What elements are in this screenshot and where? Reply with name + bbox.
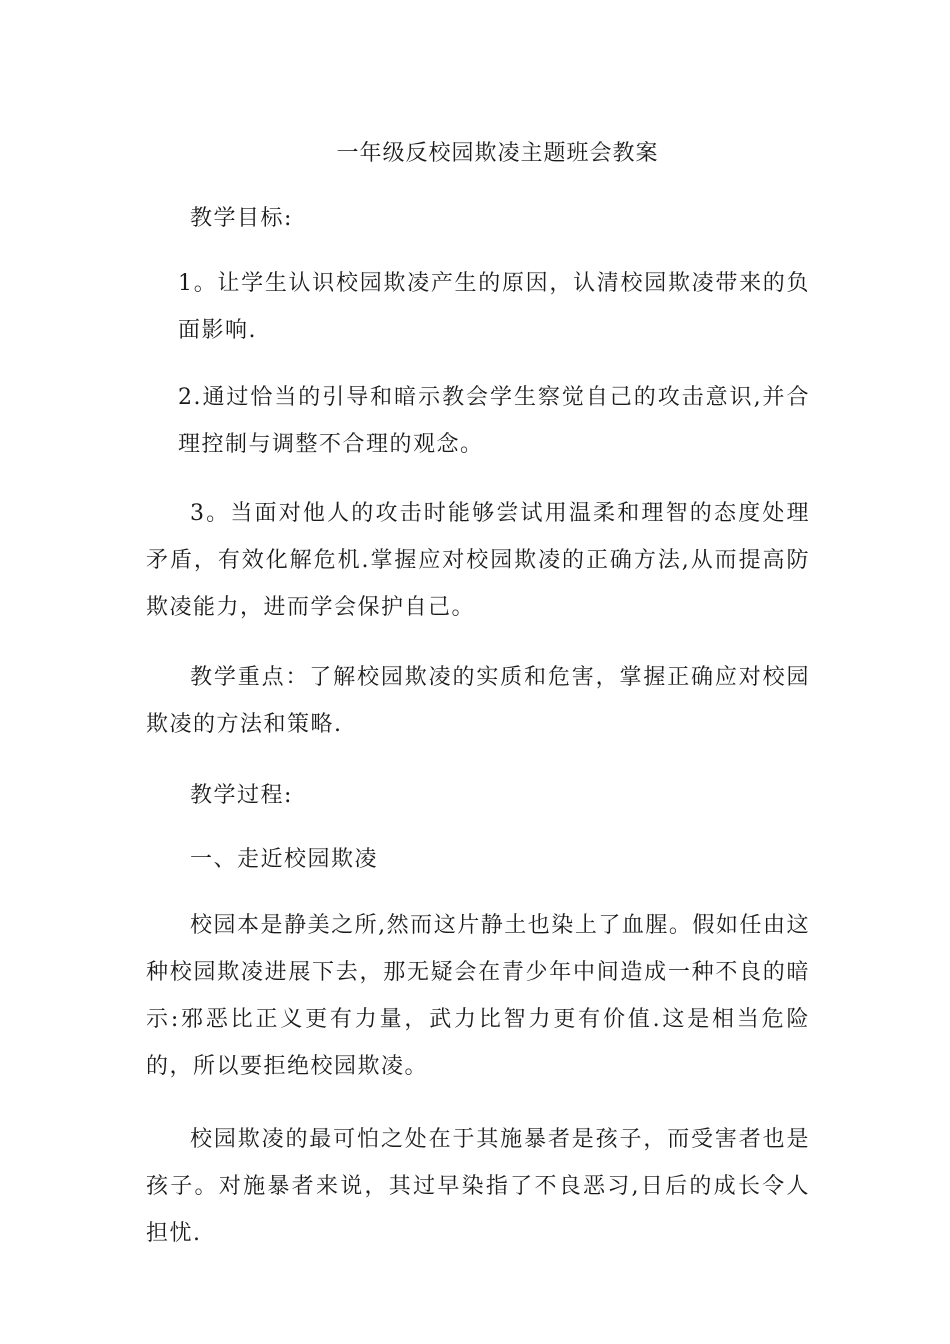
goal-item-1: 1。让学生认识校园欺凌产生的原因，认清校园欺凌带来的负面影响.: [178, 271, 810, 343]
section-1-paragraph-2: 校园欺凌的最可怕之处在于其施暴者是孩子，而受害者也是孩子。对施暴者来说，其过早染指了不良恶习,日后的成长令人担忧.: [146, 1127, 810, 1246]
goals-heading: 教学目标:: [190, 206, 293, 231]
process-heading: 教学过程:: [190, 783, 293, 808]
document-title: 一年级反校园欺凌主题班会教案: [336, 141, 659, 166]
teaching-focus: 教学重点：了解校园欺凌的实质和危害，掌握正确应对校园欺凌的方法和策略.: [146, 665, 810, 737]
goal-item-2: 2.通过恰当的引导和暗示教会学生察觉自己的攻击意识,并合理控制与调整不合理的观念。: [178, 385, 810, 457]
goal-item-3: 3。当面对他人的攻击时能够尝试用温柔和理智的态度处理矛盾，有效化解危机.掌握应对校园欺凌的正确方法,从而提高防欺凌能力，进而学会保护自己。: [146, 501, 810, 620]
section-1-paragraph-1: 校园本是静美之所,然而这片静土也染上了血腥。假如任由这种校园欺凌进展下去，那无疑会在青少年中间造成一种不良的暗示:邪恶比正义更有力量，武力比智力更有价值.这是相当危险的，所以要拒绝校园欺凌。: [146, 913, 810, 1079]
section-1-heading: 一、走近校园欺凌: [190, 847, 379, 872]
